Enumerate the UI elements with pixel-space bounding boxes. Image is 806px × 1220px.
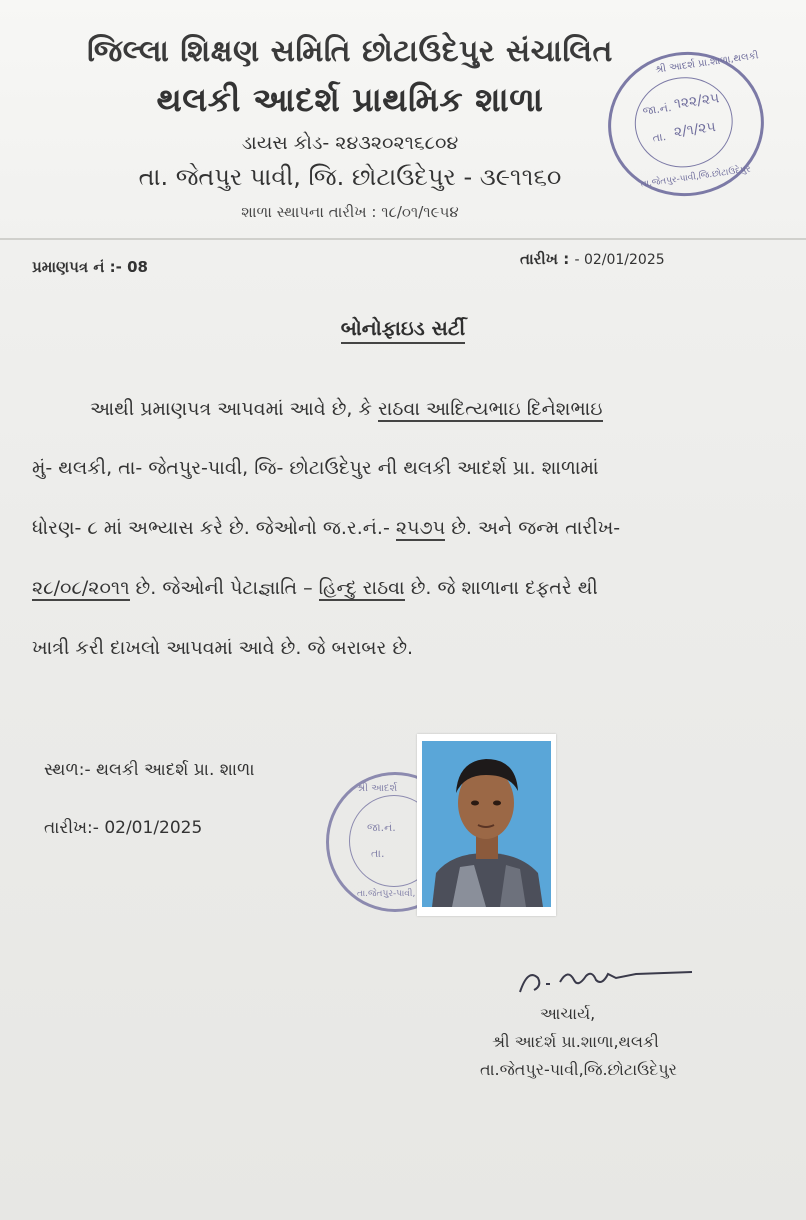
- body-caste-label: છે. જેઓની પેટાજ્ઞાતિ –: [129, 577, 319, 599]
- establishment-date: શાળા સ્થાપના તારીખ : ૧૮/૦૧/૧૯૫૪: [241, 203, 459, 221]
- stamp-no-value: ૧૨૨/૨૫: [673, 90, 721, 113]
- body-line-3: [32, 517, 620, 539]
- signature-scribble-icon: [516, 962, 696, 998]
- dise-code: ડાયસ કોડ- ૨૪૩૨૦૨૧૬૮૦૪: [241, 132, 459, 154]
- certificate-number: [32, 258, 148, 276]
- certificate-title: [0, 316, 806, 340]
- certificate-date-label: તારીખ :: [520, 250, 570, 268]
- caste: હિન્દુ રાઠવા: [318, 577, 405, 599]
- student-portrait-icon: [422, 741, 551, 907]
- student-name: રાઠવા આદિત્યભાઇ દિનેશભાઇ: [377, 398, 603, 420]
- letterhead: [0, 0, 806, 240]
- certificate-number-label: પ્રમાણપત્ર નં :-: [32, 258, 122, 276]
- certificate-date: [520, 250, 665, 268]
- gr-number: ૨૫૭૫: [395, 517, 446, 539]
- stamp-no-label: જા.નં.: [641, 100, 673, 118]
- stamp-bottom-date-label: તા.: [371, 847, 385, 860]
- stamp-date-value: ૨/૧/૨૫: [672, 118, 717, 141]
- footer-date: તારીખ:- 02/01/2025: [44, 818, 203, 838]
- stamp-ring-bottom-text: તા.જેતપુર-પાવી,જિ.છોટાઉદેપુર: [640, 164, 752, 190]
- certificate-title-text: બોનોફાઇડ સર્ટી: [341, 316, 466, 344]
- principal-school: શ્રી આદર્શ પ્રા.શાળા,થલકી: [492, 1032, 659, 1051]
- birth-date: ૨૮/૦૮/૨૦૧૧: [32, 577, 130, 599]
- body-line-5: ખાત્રી કરી દાખલો આપવમાં આવે છે. જે બરાબર છે.: [32, 637, 414, 659]
- certificate-date-value: - 02/01/2025: [574, 252, 665, 268]
- school-name: થલકી આદર્શ પ્રાથમિક શાળા: [156, 80, 544, 119]
- body-line-2: મું- થલકી, તા- જેતપુર-પાવી, જિ- છોટાઉદેપુર ની થલકી આદર્શ પ્રા. શાળામાં: [32, 457, 599, 479]
- committee-heading: જિલ્લા શિક્ષણ સમિતિ છોટાઉદેપુર સંચાલિત: [87, 34, 613, 69]
- stamp-date-label: તા.: [651, 129, 667, 145]
- body-record-text: છે. જે શાળાના દફતરે થી: [404, 577, 598, 599]
- student-photo: [417, 734, 556, 916]
- certificate-number-value: 08: [127, 258, 148, 276]
- stamp-bottom-ring-text: શ્રી આદર્શ: [357, 783, 398, 794]
- body-line-1: [90, 398, 603, 420]
- body-line-4: [32, 577, 598, 599]
- stamp-bottom-ring-bottom-text: તા.જેતપુર-પાવી,: [357, 889, 416, 899]
- body-standard-text: ધોરણ- ૮ માં અભ્યાસ કરે છે. જેઓનો જ.ર.નં.-: [32, 517, 396, 539]
- body-intro: આથી પ્રમાણપત્ર આપવમાં આવે છે, કે: [90, 398, 378, 420]
- principal-designation: આચાર્ય,: [540, 1004, 596, 1023]
- stamp-bottom-no-label: જા.નં.: [367, 821, 396, 834]
- footer-place: સ્થળ:- થલકી આદર્શ પ્રા. શાળા: [44, 760, 255, 780]
- school-address: તા. જેતપુર પાવી, જિ. છોટાઉદેપુર - ૩૯૧૧૬૦: [138, 163, 562, 191]
- principal-address: તા.જેતપુર-પાવી,જિ.છોટાઉદેપુર: [480, 1060, 677, 1079]
- body-birth-label: છે. અને જન્મ તારીખ-: [445, 517, 621, 539]
- stamp-ring-text: શ્રી આદર્શ પ્રા.શાળા,થલકી: [654, 50, 760, 76]
